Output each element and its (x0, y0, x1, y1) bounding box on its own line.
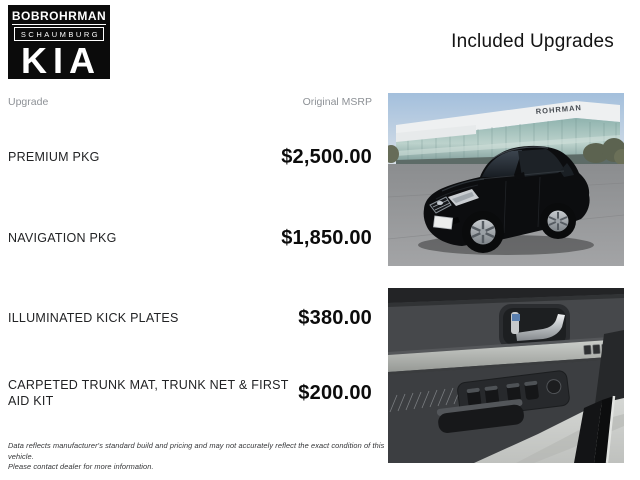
lock-tab (512, 314, 520, 321)
upgrade-row (8, 140, 372, 174)
upgrade-label: NAVIGATION PKG (8, 230, 117, 245)
upgrade-label: CARPETED TRUNK MAT, TRUNK NET & FIRST AID KIT (8, 377, 289, 408)
interior-photo-graphic (388, 288, 624, 463)
logo-brand: KIA (21, 40, 101, 81)
page-title: Included Upgrades (451, 31, 614, 52)
disclaimer-line: Please contact dealer for more information. (8, 462, 154, 472)
vehicle-exterior-photo (388, 93, 624, 266)
table-header (8, 96, 372, 108)
column-header-upgrade: Upgrade (8, 96, 49, 108)
upgrade-row (8, 371, 372, 415)
logo-location: SCHAUMBURG (14, 27, 104, 41)
upgrade-price: $380.00 (298, 306, 372, 329)
license-plate (433, 216, 452, 229)
logo-dealer-name: BOBROHRMAN (11, 9, 107, 23)
vehicle-interior-photo (388, 288, 624, 463)
front-wheel (462, 211, 504, 253)
upgrade-label: PREMIUM PKG (8, 149, 100, 164)
upgrade-row (8, 299, 372, 337)
upgrade-row (8, 221, 372, 255)
upgrade-label: ILLUMINATED KICK PLATES (8, 310, 179, 325)
disclaimer-text (8, 441, 386, 473)
column-header-msrp: Original MSRP (302, 96, 372, 108)
upgrade-price: $1,850.00 (281, 226, 372, 249)
exterior-photo-graphic (388, 93, 624, 266)
dealer-logo (8, 5, 110, 79)
disclaimer-line: Data reflects manufacturer's standard build and pricing and may not accurately reflect the exact condition of this vehicle. (8, 441, 385, 461)
upgrade-price: $2,500.00 (281, 145, 372, 168)
building-sign-text: ROHRMAN (535, 103, 583, 116)
rear-wheel (540, 203, 576, 239)
upgrade-price: $200.00 (298, 381, 372, 404)
